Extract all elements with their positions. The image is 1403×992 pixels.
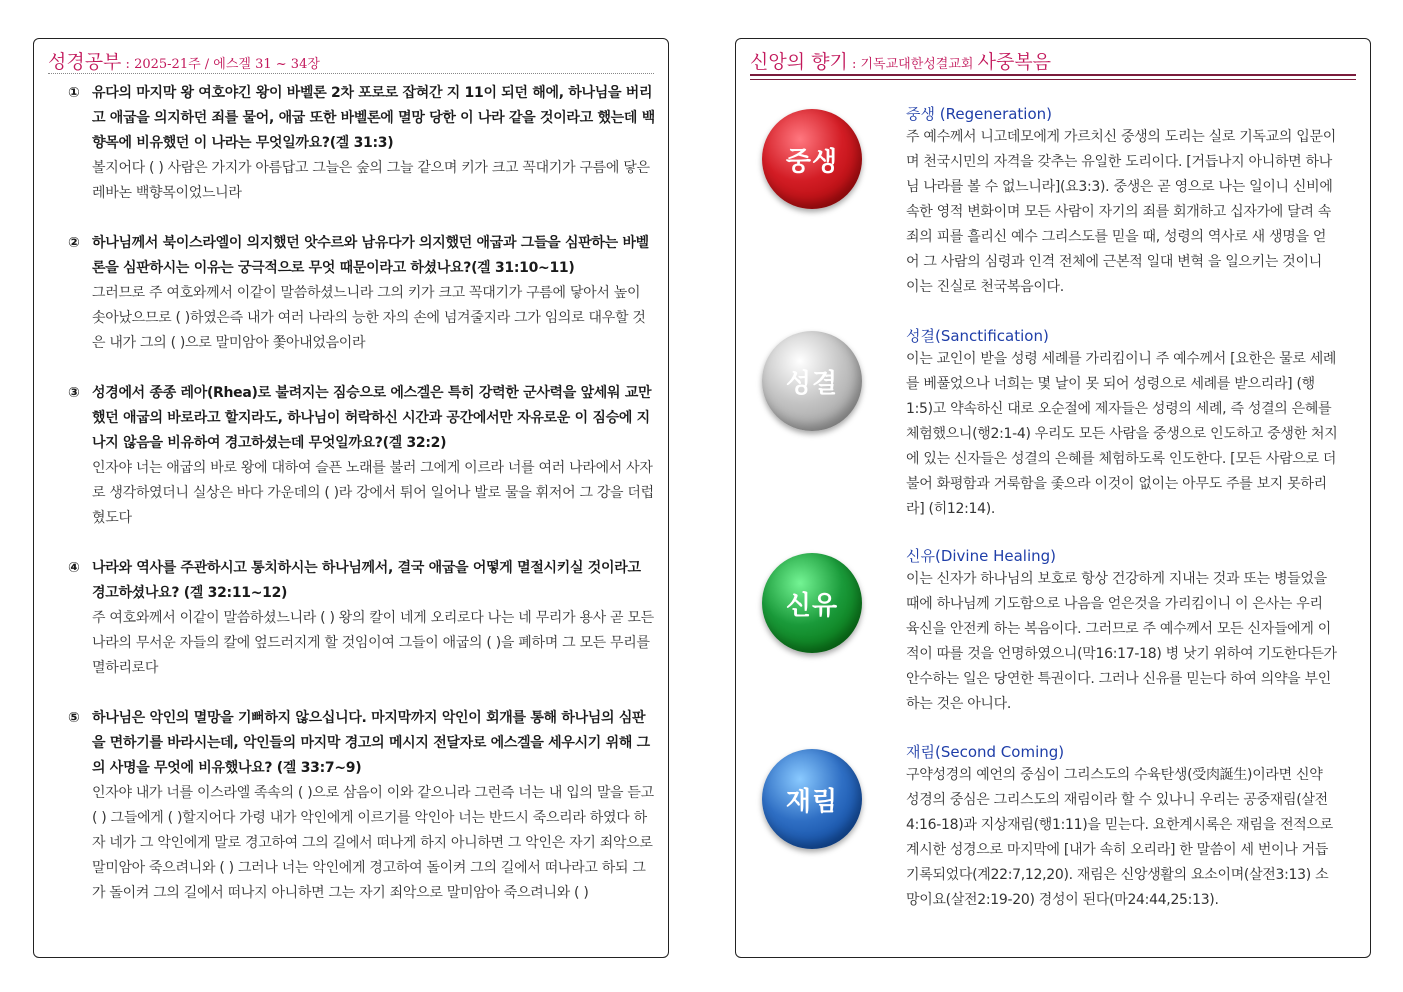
question-text: 유다의 마지막 왕 여호야긴 왕이 바벨론 2차 포로로 잡혀간 지 11이 되던 해에, 하나님을 버리고 애굽을 의지하던 죄를 물어, 애굽 또한 바벨론에 멸망 당한 이 나라 같을 것이라고 했는데 백향목에 비유했던 이 나라는 무엇일까요?(겔 31:3) xyxy=(92,85,655,151)
answer-text: 볼지어다 ( ) 사람은 가지가 아름답고 그늘은 숲의 그늘 같으며 키가 크고 꼭대기가 구름에 닿은 레바논 백향목이었느니라 xyxy=(92,160,650,201)
faith-title: 신앙의 향기 xyxy=(750,51,848,73)
question-2 xyxy=(68,231,656,356)
answer-text: 그러므로 주 여호와께서 이같이 말씀하셨느니라 그의 키가 크고 꼭대기가 구름에 닿아서 높이 솟아났으므로 ( )하였은즉 내가 여러 나라의 능한 자의 손에 넘겨줄지라 그가 임의로 대우할 것은 내가 그의 ( )으로 말미암아 쫓아내었음이라 xyxy=(92,285,646,351)
badge-label: 성결 xyxy=(785,368,839,399)
header-divider xyxy=(48,73,654,74)
item-body: 이는 교인이 받을 성령 세례를 가리킴이니 주 예수께서 [요한은 물로 세례를 베풀었으나 너희는 몇 날이 못 되어 성령으로 세례를 받으리라] (행1:5)고 약속하신 대로 오순절에 제자들은 성령의 세례, 즉 성결의 은혜를 체험했으니(행2:1-4) 우리도 모든 사람을 중생으로 인도하고 중생한 처지에 있는 신자들은 성결의 은혜를 체험하도록 인도한다. [모든 사람으로 더불어 화평함과 거룩함을 좇으라 이것이 없이는 아무도 주를 보지 못하리라] (히12:14). xyxy=(906,351,1338,517)
item-title: 중생 (Regeneration) xyxy=(906,105,1053,123)
faith-heading: 사중복음 xyxy=(977,51,1052,73)
divine-healing-badge xyxy=(762,553,862,653)
question-number: ⑤ xyxy=(68,710,80,726)
bible-study-subtitle: : 2025-21주 / 에스겔 31 ~ 34장 xyxy=(121,57,320,72)
question-1 xyxy=(68,81,656,206)
question-text: 하나님께서 북이스라엘이 의지했던 앗수르와 남유다가 의지했던 애굽과 그들을 심판하는 바벨론을 심판하시는 이유는 궁극적으로 무엇 때문이라고 하셨나요?(겔 31:10~11) xyxy=(92,235,649,276)
badge-label: 신유 xyxy=(785,590,839,621)
sanctification-badge xyxy=(762,331,862,431)
bible-study-header xyxy=(48,47,654,73)
header-divider xyxy=(750,74,1356,80)
question-4 xyxy=(68,556,656,681)
item-body: 이는 신자가 하나님의 보호로 항상 건강하게 지내는 것과 또는 병들었을 때에 하나님께 기도함으로 나음을 얻은것을 가리킴이니 이 은사는 우리 육신을 안전케 하는 복음이다. 그러므로 주 예수께서 모든 신자들에게 이적이 따를 것을 언명하였으니(막16:17-18) 병 낫기 위하여 기도한다든가 안수하는 일은 당연한 특권이다. 그러나 신유를 믿는다 하여 의약을 부인하는 것은 아니다. xyxy=(906,571,1337,712)
gospel-item-second-coming xyxy=(906,741,1338,913)
bible-study-panel xyxy=(33,38,669,958)
gospel-item-divine-healing xyxy=(906,545,1338,717)
item-body: 주 예수께서 니고데모에게 가르치신 중생의 도리는 실로 기독교의 입문이며 천국시민의 자격을 갖추는 유일한 도리이다. [거듭나지 아니하면 하나님 나라를 볼 수 없느니라](요3:3). 중생은 곧 영으로 나는 일이니 신비에 속한 영적 변화이며 모든 사람이 자기의 죄를 회개하고 십자가에 달려 속죄의 피를 흘리신 예수 그리스도를 믿을 때, 성령의 역사로 새 생명을 얻어 그 사람의 심령과 인격 전체에 근본적 일대 변혁 을 일으키는 것이니 이는 진실로 천국복음이다. xyxy=(906,129,1336,295)
answer-text: 인자야 너는 애굽의 바로 왕에 대하여 슬픈 노래를 불러 그에게 이르라 너를 여러 나라에서 사자로 생각하였더니 실상은 바다 가운데의 ( )라 강에서 튀어 일어나 발로 물을 휘저어 그 강을 더럽혔도다 xyxy=(92,460,654,526)
item-body: 구약성경의 예언의 중심이 그리스도의 수육탄생(受肉誕生)이라면 신약 성경의 중심은 그리스도의 재림이라 할 수 있나니 우리는 공중재림(살전4:16-18)과 지상재림(행1:11)을 믿는다. 요한계시록은 재림을 전적으로 계시한 성경으로 마지막에 [내가 속히 오리라] 한 말씀이 세 번이나 거듭 기록되었다(계22:7,12,20). 재림은 신앙생활의 요소이며(살전3:13) 소망이요(살전2:19-20) 경성이 된다(마24:44,25:13). xyxy=(906,767,1333,908)
badge-label: 중생 xyxy=(785,146,839,177)
answer-text: 인자야 내가 너를 이스라엘 족속의 ( )으로 삼음이 이와 같으니라 그런즉 너는 내 입의 말을 듣고 ( ) 그들에게 ( )할지어다 가령 내가 악인에게 이르기를 악인아 너는 반드시 죽으리라 하였다 하자 네가 그 악인에게 말로 경고하여 그의 길에서 떠나게 하지 아니하면 그 악인은 자기 죄악으로 말미암아 죽으려니와 ( ) 그러나 너는 악인에게 경고하여 돌이켜 그의 길에서 떠나라고 하되 그가 돌이켜 그의 길에서 떠나지 아니하면 그는 자기 죄악으로 말미암아 죽으려니와 ( ) xyxy=(92,785,654,901)
faith-subtitle: : 기독교대한성결교회 xyxy=(847,57,978,72)
question-3 xyxy=(68,381,656,531)
faith-fragrance-panel xyxy=(735,38,1371,958)
question-number: ① xyxy=(68,85,80,101)
faith-header xyxy=(750,47,1356,73)
question-text: 성경에서 종종 레아(Rhea)로 불려지는 짐승으로 에스겔은 특히 강력한 군사력을 앞세워 교만했던 애굽의 바로라고 할지라도, 하나님이 허락하신 시간과 공간에서만 자유로운 이 짐승에 지나지 않음을 비유하여 경고하셨는데 무엇일까요?(겔 32:2) xyxy=(92,385,652,451)
regeneration-badge xyxy=(762,109,862,209)
badge-label: 재림 xyxy=(785,786,839,817)
gospel-item-regeneration xyxy=(906,103,1338,300)
item-title: 성결(Sanctification) xyxy=(906,327,1049,345)
answer-text: 주 여호와께서 이같이 말씀하셨느니라 ( ) 왕의 칼이 네게 오리로다 나는 네 무리가 용사 곧 모든 나라의 무서운 자들의 칼에 엎드러지게 할 것임이여 그들이 애굽의 ( )을 폐하며 그 모든 무리를 멸하리로다 xyxy=(92,610,654,676)
question-5 xyxy=(68,706,656,906)
question-number: ③ xyxy=(68,385,80,401)
gospel-item-sanctification xyxy=(906,325,1338,522)
item-title: 재림(Second Coming) xyxy=(906,743,1065,761)
question-number: ② xyxy=(68,235,80,251)
question-text: 나라와 역사를 주관하시고 통치하시는 하나님께서, 결국 애굽을 어떻게 멸절시키실 것이라고 경고하셨나요? (겔 32:11~12) xyxy=(92,560,641,601)
question-number: ④ xyxy=(68,560,80,576)
question-text: 하나님은 악인의 멸망을 기뻐하지 않으십니다. 마지막까지 악인이 회개를 통해 하나님의 심판을 면하기를 바라시는데, 악인들의 마지막 경고의 메시지 전달자로 에스겔을 세우시기 위해 그의 사명을 무엇에 비유했나요? (겔 33:7~9) xyxy=(92,710,650,776)
bible-study-title: 성경공부 xyxy=(48,51,122,73)
second-coming-badge xyxy=(762,749,862,849)
item-title: 신유(Divine Healing) xyxy=(906,547,1057,565)
